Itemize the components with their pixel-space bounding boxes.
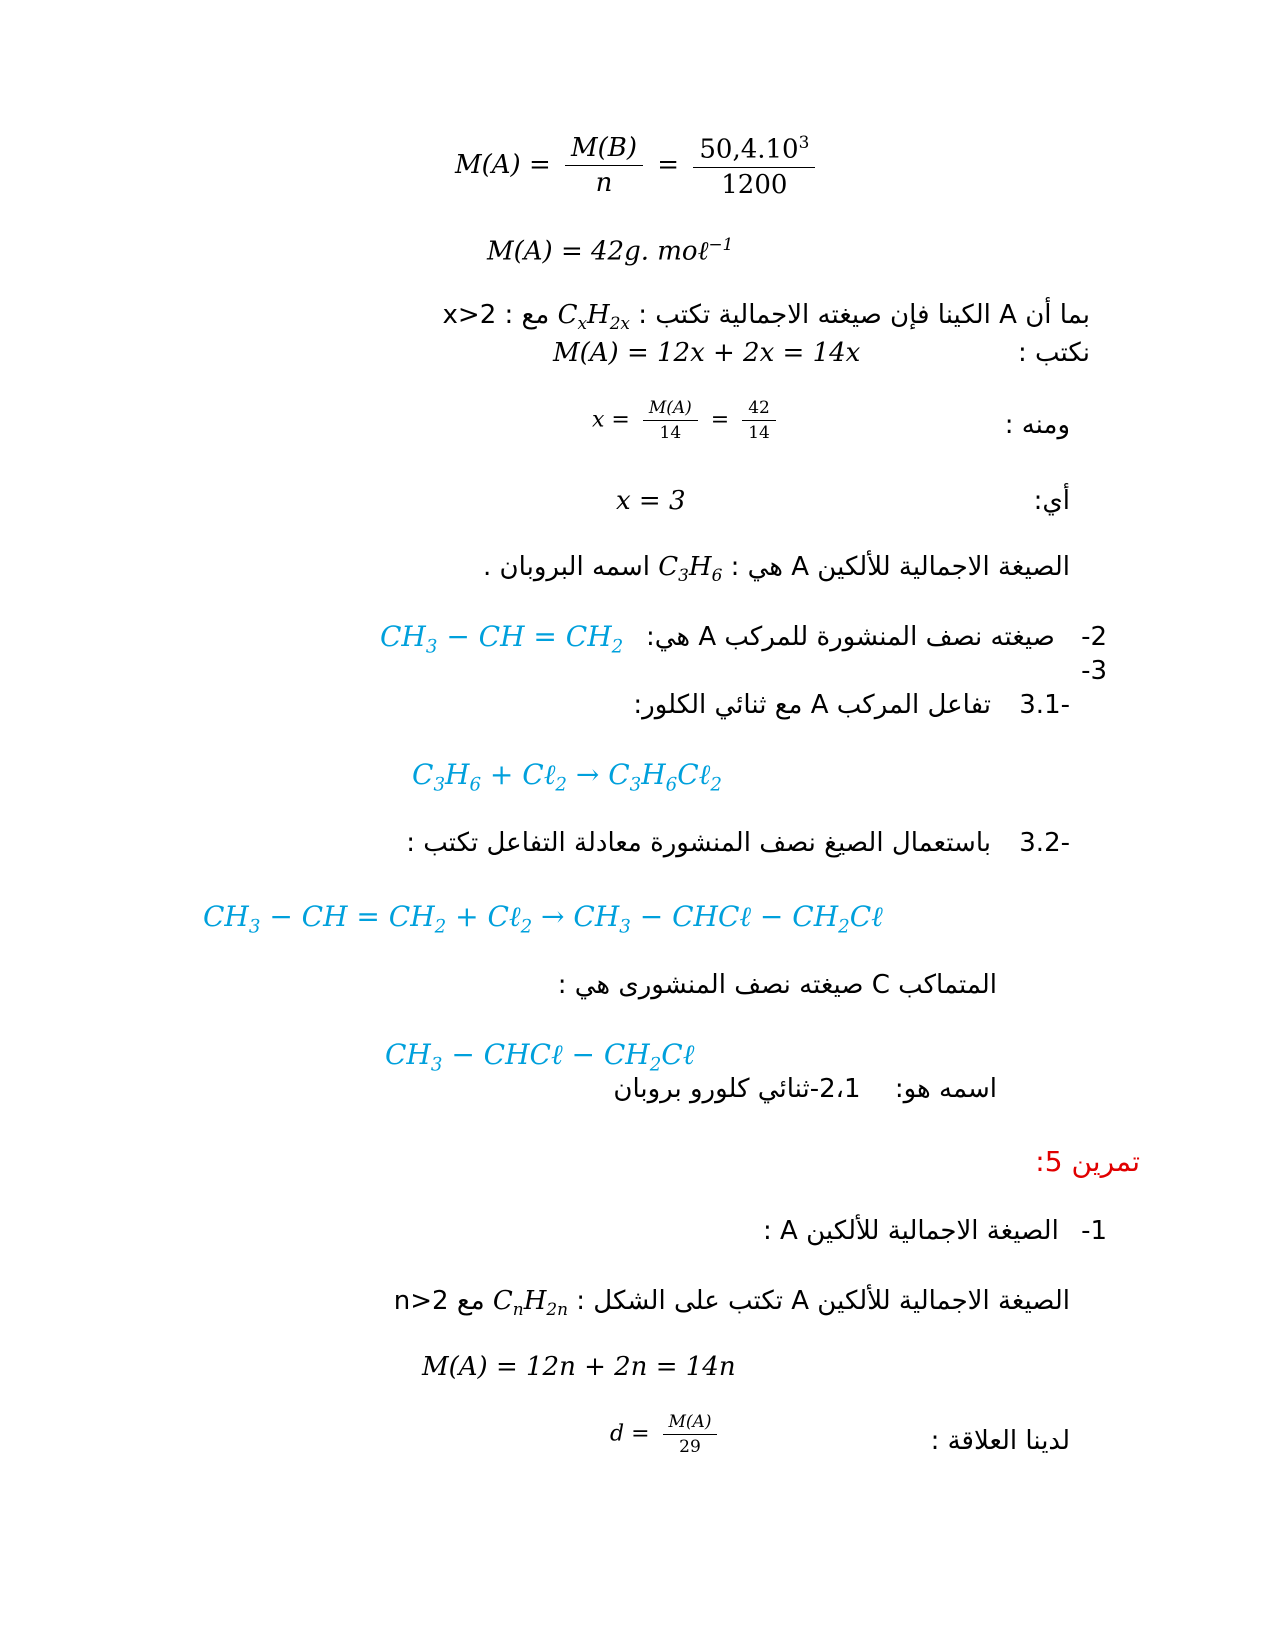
- formula-part: Cℓ: [677, 758, 711, 791]
- condition: n>2: [393, 1286, 449, 1316]
- fraction-denominator: 14: [748, 423, 770, 443]
- question-3-1: [633, 690, 1070, 720]
- formula-part: Cℓ: [849, 900, 883, 933]
- formula-part: C: [658, 552, 679, 582]
- formula-part: − CHCℓ − CH: [630, 900, 839, 933]
- fraction-42-14: [742, 398, 776, 443]
- formula-sub: 6: [469, 774, 482, 796]
- formula-sub: 2: [520, 916, 533, 938]
- formula-sub: 3: [425, 636, 438, 658]
- formula-part: → C: [566, 758, 630, 791]
- formula-sub: 2x: [609, 313, 630, 334]
- eq-lhs: x =: [592, 407, 630, 433]
- formula-sub: 6: [711, 565, 723, 586]
- question-2: [646, 622, 1107, 652]
- equals-sign: =: [710, 407, 730, 433]
- text-segment: الصيغة الاجمالية للألكين A تكتب على الشكل :: [576, 1286, 1070, 1316]
- text-segment: مع: [456, 1286, 485, 1316]
- formula-sub: 6: [665, 774, 678, 796]
- question-text: تفاعل المركب A مع ثنائي الكلور:: [633, 690, 991, 720]
- formula-part: Cℓ: [661, 1038, 695, 1071]
- formula-part: CH: [385, 1038, 431, 1071]
- formula-c3h6: [658, 552, 723, 586]
- alkene-formula-line: [443, 300, 1090, 333]
- question-3-2: [406, 828, 1070, 858]
- question-number: 3.2-: [1019, 828, 1070, 858]
- formula-sub: 2: [611, 636, 624, 658]
- fraction-numerator: 50,4.10: [699, 134, 799, 165]
- fraction-denominator: n: [595, 168, 613, 199]
- formula-sub: 2: [838, 916, 850, 938]
- alkene-a-formula-line: [483, 552, 1070, 585]
- exercise-5-title: تمرين 5:: [1035, 1145, 1140, 1178]
- fraction-numerator: M(B): [565, 133, 643, 166]
- equals-sign: =: [657, 149, 680, 180]
- fraction-ma-29: [663, 1412, 718, 1457]
- text-segment: الصيغة الاجمالية للألكين A هي :: [730, 552, 1070, 582]
- label: اسمه هو:: [894, 1074, 997, 1104]
- question-number: -1: [1081, 1216, 1107, 1246]
- formula-part: + Cℓ: [481, 758, 556, 791]
- formula-sub: 3: [629, 774, 642, 796]
- equation-x-fraction: [592, 398, 782, 443]
- formula-cnh2n: [492, 1286, 568, 1320]
- fraction-mb-n: [565, 133, 643, 198]
- isomer-name-line: [613, 1074, 997, 1104]
- question-number: 3.1-: [1019, 690, 1070, 720]
- equation-molar-mass: [455, 132, 821, 200]
- fraction-ma-14: [643, 398, 698, 443]
- exponent: 3: [798, 132, 810, 152]
- fraction-numerator: M(A): [643, 398, 698, 421]
- formula-part: − CH = CH: [437, 620, 612, 653]
- formula-part: − CHCℓ − CH: [442, 1038, 650, 1071]
- formula-sub: 2: [555, 774, 567, 796]
- formula-sub: 2: [649, 1054, 662, 1076]
- formula-part: − CH = CH: [260, 900, 435, 933]
- formula-part: H: [587, 300, 610, 330]
- text-segment: اسمه البروبان .: [483, 552, 650, 582]
- formula-part: C: [492, 1286, 513, 1316]
- fraction-value: [693, 132, 815, 200]
- relation-label: لدينا العلاقة :: [930, 1426, 1070, 1456]
- condition: x>2: [442, 300, 497, 330]
- formula-part: C: [557, 300, 578, 330]
- equation-14x: M(A) = 12x + 2x = 14x: [553, 338, 861, 368]
- text-segment: مع :: [496, 300, 550, 330]
- question-text: الصيغة الاجمالية للألكين A :: [763, 1216, 1059, 1246]
- exponent: −1: [708, 234, 734, 254]
- question-text: باستعمال الصيغ نصف المنشورة معادلة التفاعل تكتب :: [406, 828, 991, 858]
- question-text: صيغته نصف المنشورة للمركب A هي:: [645, 622, 1055, 652]
- formula-part: H: [523, 1286, 547, 1316]
- write-label: نكتب :: [1018, 338, 1090, 368]
- formula-sub: 3: [433, 774, 446, 796]
- text-segment: بما أن A الكينا فإن صيغته الاجمالية تكتب :: [638, 300, 1090, 330]
- isomer-text: المتماكب C صيغته نصف المنشورى هي :: [557, 970, 997, 1000]
- reaction-equation-2: [203, 900, 883, 938]
- formula-sub: 3: [430, 1054, 443, 1076]
- question-3: -3: [1081, 656, 1107, 686]
- formula-sub: 3: [678, 565, 689, 586]
- fraction-numerator: 42: [742, 398, 776, 421]
- compound-name: 2،1-ثنائي كلورو بروبان: [613, 1074, 861, 1104]
- that-is-label: أي:: [1033, 486, 1070, 516]
- formula-sub: x: [577, 313, 587, 334]
- formula-sub: 3: [248, 916, 261, 938]
- equation-x-3: x = 3: [616, 486, 686, 516]
- formula-propene: [380, 620, 623, 658]
- exercise-5-q1: [763, 1216, 1107, 1246]
- formula-part: + Cℓ: [446, 900, 521, 933]
- eq2-text: M(A) = 42g. moℓ: [487, 236, 709, 267]
- formula-part: C: [412, 758, 434, 791]
- question-number: -2: [1081, 622, 1107, 652]
- formula-sub: n: [512, 1299, 524, 1320]
- fraction-numerator: M(A): [663, 1412, 718, 1435]
- formula-part: CH: [380, 620, 426, 653]
- eq1-lhs: M(A) =: [455, 149, 551, 180]
- hence-label: ومنه :: [1004, 410, 1070, 440]
- equation-density: [610, 1412, 723, 1457]
- isomer-formula: [385, 1038, 694, 1076]
- formula-part: → CH: [532, 900, 620, 933]
- fraction-denominator: 1200: [721, 169, 788, 200]
- fraction-denominator: 14: [659, 423, 682, 443]
- equation-molar-mass-result: [487, 234, 733, 267]
- formula-part: CH: [203, 900, 249, 933]
- formula-sub: 3: [619, 916, 631, 938]
- formula-sub: 2: [434, 916, 447, 938]
- equation-14n: M(A) = 12n + 2n = 14n: [422, 1352, 736, 1382]
- formula-sub: 2: [710, 774, 722, 796]
- formula-cxh2x: [557, 300, 630, 334]
- formula-part: H: [641, 758, 666, 791]
- fraction-denominator: 29: [679, 1437, 701, 1457]
- eq-lhs: d =: [610, 1421, 650, 1447]
- formula-part: H: [688, 552, 712, 582]
- formula-part: H: [445, 758, 470, 791]
- exercise-5-formula-line: [394, 1286, 1070, 1319]
- reaction-equation-1: [412, 758, 722, 796]
- formula-sub: 2n: [546, 1299, 568, 1320]
